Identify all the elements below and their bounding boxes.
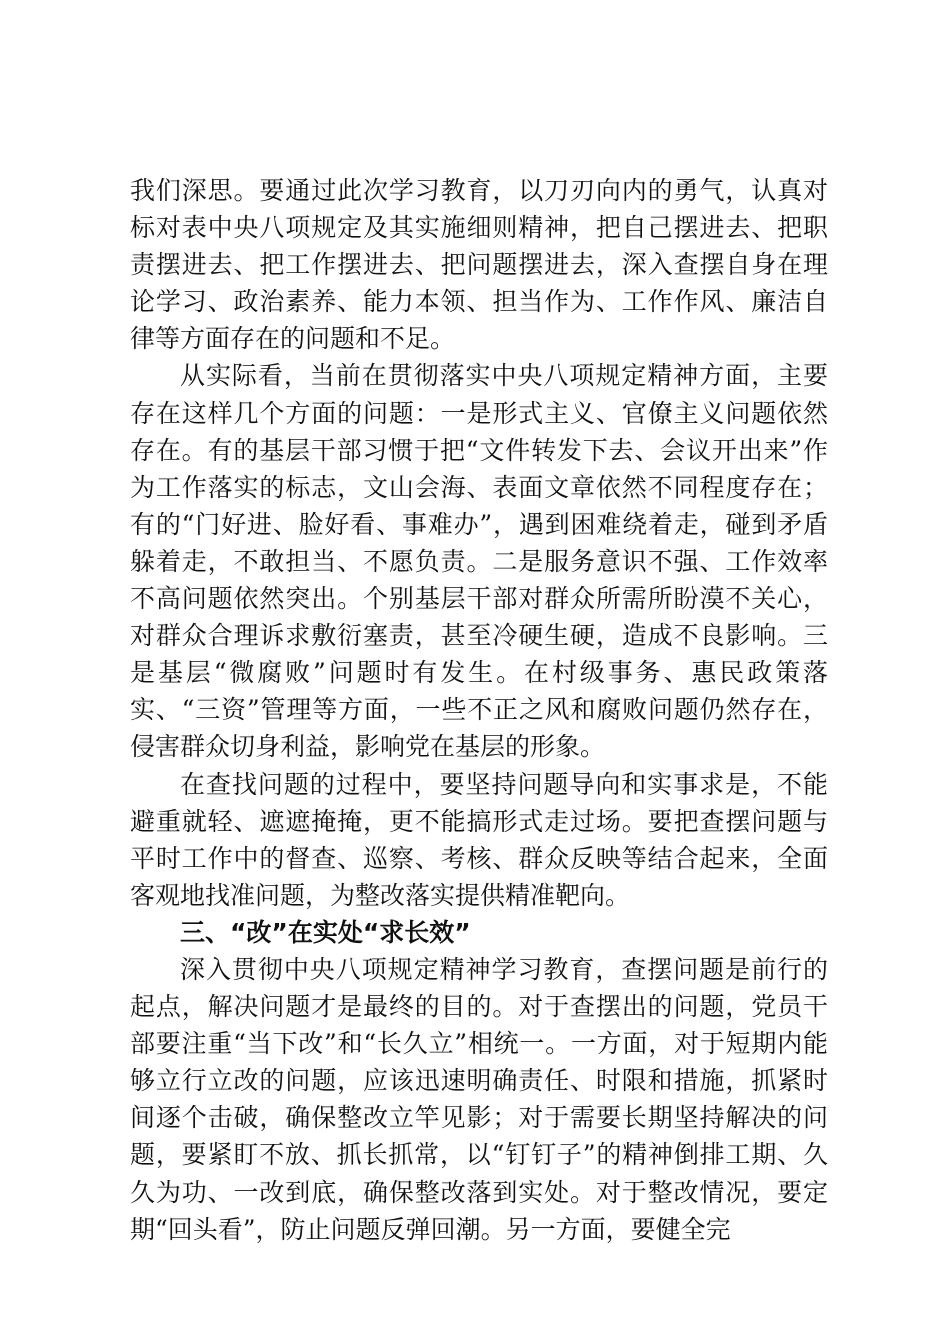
paragraph-problems: 从实际看，当前在贯彻落实中央八项规定精神方面，主要存在这样几个方面的问题：一是形式主义、官僚主义问题依然存在。有的基层干部习惯于把“文件转发下去、会议开出来”作为工作落实的标志，文山会海、表面文章依然不同程度存在；有的“门好进、脸好看、事难办”，遇到困难绕着走，碰到矛盾躲着走，不敢担当、不愿负责。二是服务意识不强、工作效率不高问题依然突出。个别基层干部对群众所需所盼漠不关心，对群众合理诉求敷衍塞责，甚至冷硬生硬，造成不良影响。三是基层“微腐败”问题时有发生。在村级事务、惠民政策落实、“三资”管理等方面，一些不正之风和腐败问题仍然存在，侵害群众切身利益，影响党在基层的形象。 [130,361,828,762]
paragraph-rectification: 深入贯彻中央八项规定精神学习教育，查摆问题是前行的起点，解决问题才是最终的目的。对于查摆出的问题，党员干部要注重“当下改”和“长久立”相统一。一方面，对于短期内能够立行立改的问题，应该迅速明确责任、时限和措施，抓紧时间逐个击破，确保整改立竿见影；对于需要长期坚持解决的问题，要紧盯不放、抓长抓常，以“钉钉子”的精神倒排工期、久久为功、一改到底，确保整改落到实处。对于整改情况，要定期“回头看”，防止问题反弹回潮。另一方面，要健全完 [130,954,828,1244]
paragraph-continuation: 我们深思。要通过此次学习教育，以刀刃向内的勇气，认真对标对表中央八项规定及其实施细则精神，把自己摆进去、把职责摆进去、把工作摆进去、把问题摆进去，深入查摆自身在理论学习、政治素养、能力本领、担当作为、工作作风、廉洁自律等方面存在的问题和不足。 [130,176,828,354]
document-body [130,172,828,1248]
paragraph-finding-problems: 在查找问题的过程中，要坚持问题导向和实事求是，不能避重就轻、遮遮掩掩，更不能搞形式走过场。要把查摆问题与平时工作中的督查、巡察、考核、群众反映等结合起来，全面客观地找准问题，为整改落实提供精准靶向。 [130,769,828,910]
section-heading: 三、“改”在实处“求长效” [180,917,471,947]
